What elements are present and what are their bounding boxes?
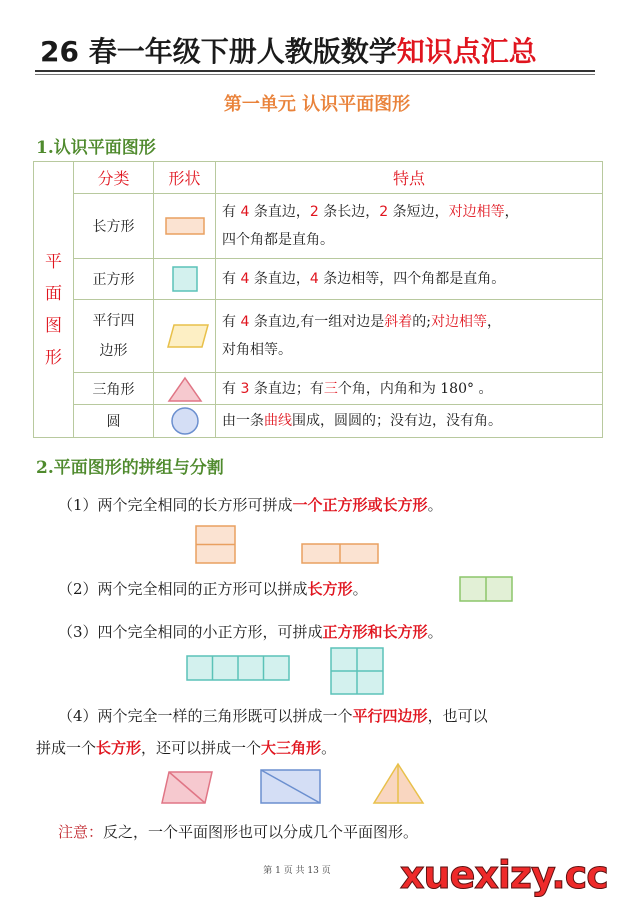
- item-text: （3）四个完全相同的小正方形，可拼成: [58, 623, 323, 641]
- circle-icon: [154, 406, 215, 436]
- item-highlight: 长方形: [96, 739, 142, 757]
- item-text: 拼成一个: [36, 739, 97, 757]
- list-item: [58, 494, 443, 515]
- title-underline-thin: [35, 74, 595, 75]
- item-text: （4）两个完全一样的三角形既可以拼成一个: [58, 707, 353, 725]
- list-item: [58, 578, 368, 599]
- table-row: [34, 300, 603, 373]
- square-icon: [154, 264, 215, 294]
- shapes-table: [33, 161, 603, 438]
- item-text: 。: [427, 496, 443, 514]
- section-1-heading: 1.认识平面图形: [36, 138, 156, 158]
- item-text: ，也可以: [427, 707, 488, 725]
- table-row: [34, 405, 603, 438]
- note: [58, 821, 418, 842]
- two-rectangles-side-by-side-figure: [301, 543, 380, 565]
- table-header-row: [34, 162, 603, 194]
- table-row: [34, 373, 603, 405]
- four-squares-row-figure: [186, 655, 291, 682]
- feature-cell: 有 3 条直边；有三个角，内角和为 180° 。: [216, 373, 603, 405]
- item-highlight: 一个正方形或长方形: [292, 496, 428, 514]
- column-header-features: 特点: [216, 162, 603, 194]
- item-highlight: 长方形: [307, 580, 353, 598]
- item-text: 。: [427, 623, 443, 641]
- big-triangle-from-triangles-figure: [372, 762, 425, 805]
- category-cell: 长方形: [74, 194, 154, 259]
- parallelogram-icon: [154, 321, 215, 351]
- document-title: [40, 34, 600, 70]
- title-main: 26 春一年级下册人教版数学: [40, 35, 397, 68]
- two-squares-figure: [459, 576, 514, 603]
- group-char: 形: [45, 347, 62, 368]
- item-highlight: 平行四边形: [352, 707, 428, 725]
- item-text: （2）两个完全相同的正方形可以拼成: [58, 580, 308, 598]
- shape-cell: [154, 300, 216, 373]
- category-cell: 三角形: [74, 373, 154, 405]
- shape-cell: [154, 259, 216, 300]
- category-line: 平行四: [92, 313, 135, 329]
- feature-cell: 由一条曲线围成，圆圆的；没有边，没有角。: [216, 405, 603, 438]
- category-cell: 正方形: [74, 259, 154, 300]
- category-cell: [74, 300, 154, 373]
- column-header-category: 分类: [74, 162, 154, 194]
- group-char: 平: [45, 251, 62, 272]
- list-item: [58, 705, 488, 726]
- rectangle-icon: [154, 211, 215, 241]
- item-text: 。: [321, 739, 337, 757]
- watermark: xuexizy.cc: [400, 853, 608, 897]
- shape-cell: [154, 373, 216, 405]
- item-text: 。: [352, 580, 368, 598]
- rectangle-from-triangles-figure: [260, 769, 322, 805]
- category-line: 边形: [99, 343, 128, 359]
- page-number: 第 1 页 共 13 页: [263, 866, 331, 876]
- item-text: （1）两个完全相同的长方形可拼成: [58, 496, 293, 514]
- item-highlight: 正方形和长方形: [322, 623, 428, 641]
- parallelogram-from-triangles-figure: [160, 771, 215, 805]
- note-text: 反之，一个平面图形也可以分成几个平面图形。: [103, 823, 419, 841]
- list-item: [58, 621, 443, 642]
- triangle-icon: [154, 375, 215, 403]
- section-2-heading: 2.平面图形的拼组与分割: [36, 458, 224, 478]
- feature-cell: 有 4 条直边，4 条边相等，四个角都是直角。: [216, 259, 603, 300]
- unit-title: 第一单元 认识平面图形: [223, 94, 411, 115]
- item-highlight: 大三角形: [261, 739, 322, 757]
- feature-cell: 有 4 条直边,有一组对边是斜着的;对边相等， 对角相等。: [216, 300, 603, 373]
- shape-cell: [154, 194, 216, 259]
- table-row: [34, 259, 603, 300]
- note-label: 注意：: [58, 823, 104, 841]
- list-item-continued: [36, 737, 336, 758]
- feature-cell: 有 4 条直边，2 条长边，2 条短边，对边相等， 四个角都是直角。: [216, 194, 603, 259]
- title-highlight: 知识点汇总: [396, 35, 537, 68]
- item-text: ，还可以拼成一个: [141, 739, 262, 757]
- group-char: 图: [45, 315, 62, 336]
- group-char: 面: [45, 283, 62, 304]
- table-row: [34, 194, 603, 259]
- category-cell: 圆: [74, 405, 154, 438]
- column-header-shape: 形状: [154, 162, 216, 194]
- shape-cell: [154, 405, 216, 438]
- group-cell: [34, 162, 74, 438]
- four-squares-grid-figure: [330, 647, 385, 696]
- title-underline: [35, 70, 595, 72]
- two-rectangles-stacked-figure: [195, 525, 237, 565]
